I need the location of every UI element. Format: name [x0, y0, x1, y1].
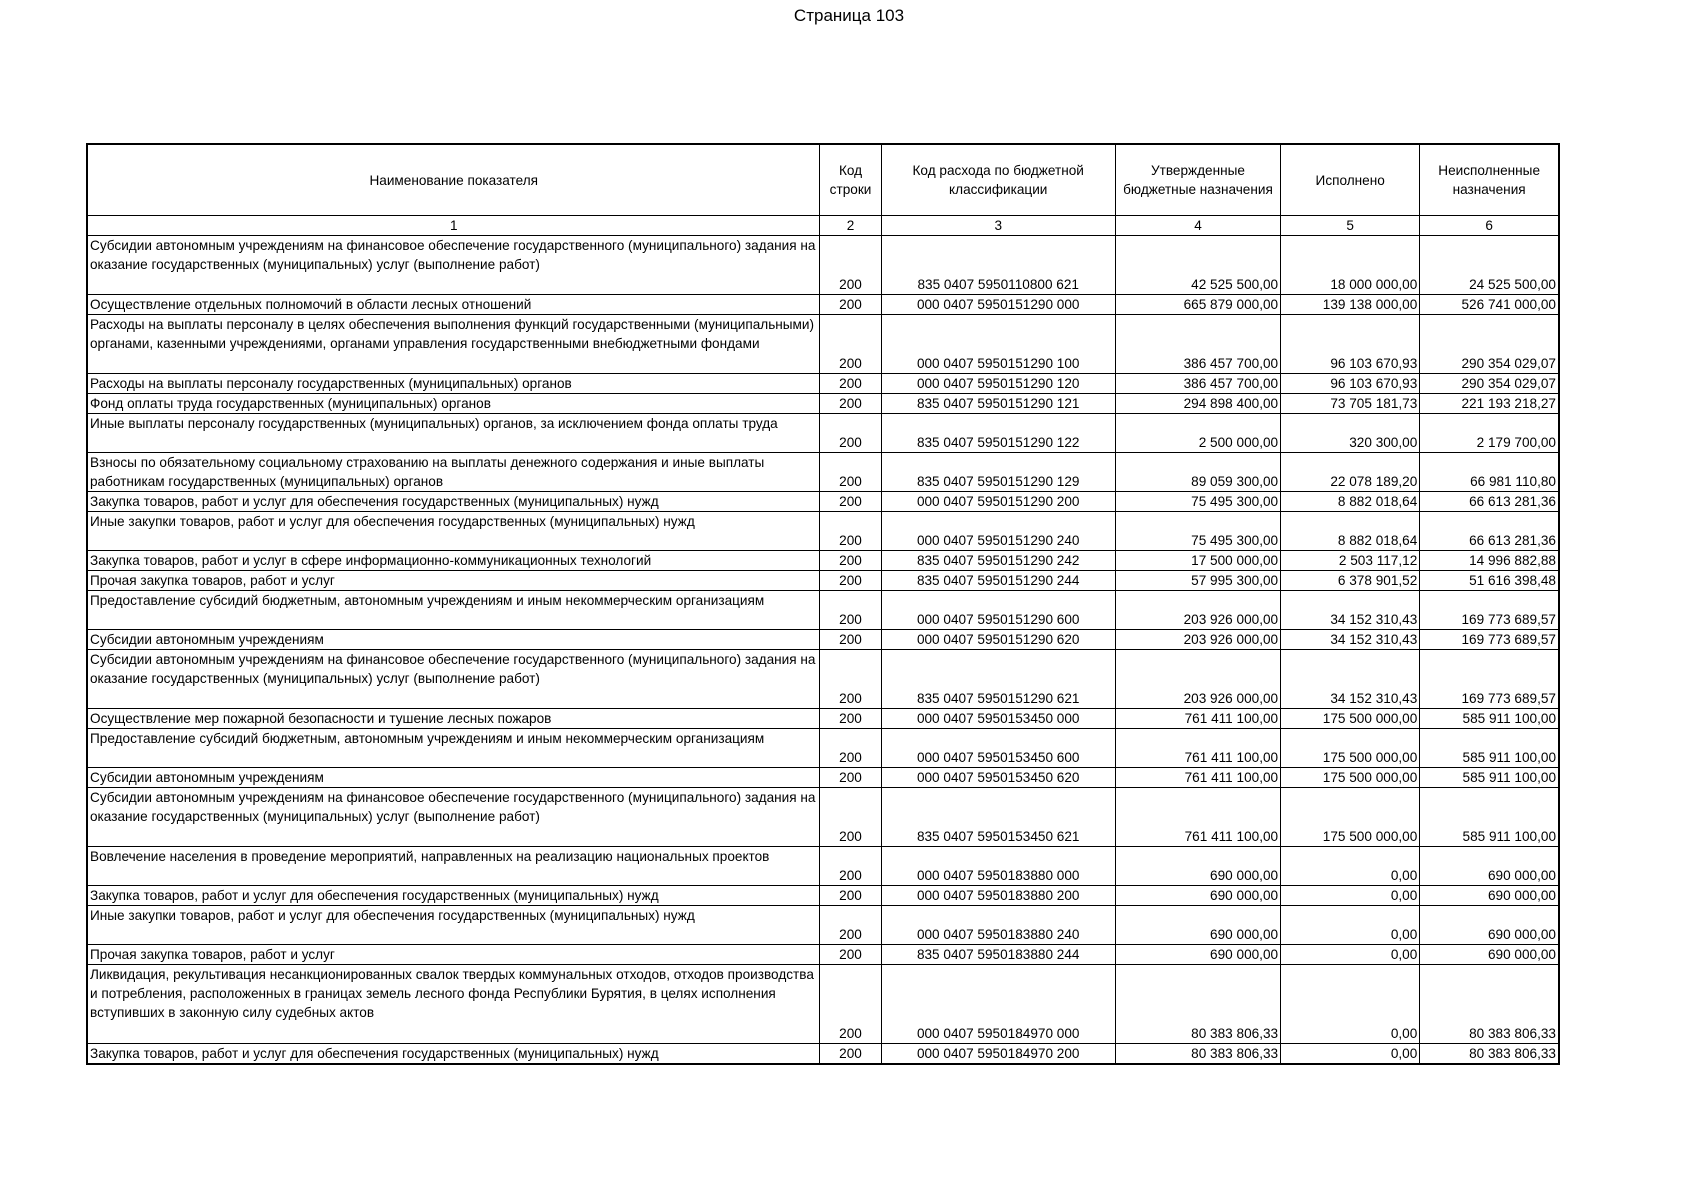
table-row — [87, 788, 1559, 847]
row-classification-cell: 835 0407 5950183880 244 — [881, 945, 1115, 965]
column-number-row — [87, 216, 1559, 236]
row-code-cell: 200 — [820, 571, 881, 591]
row-name-cell: Вовлечение населения в проведение мероприятий, направленных на реализацию национальных проектов — [87, 847, 820, 886]
row-executed-cell: 34 152 310,43 — [1281, 650, 1420, 709]
row-code-cell: 200 — [820, 551, 881, 571]
table-row — [87, 591, 1559, 630]
row-approved-cell: 690 000,00 — [1115, 906, 1280, 945]
row-name-cell: Прочая закупка товаров, работ и услуг — [87, 571, 820, 591]
row-approved-cell: 57 995 300,00 — [1115, 571, 1280, 591]
header-approved: Утвержденные бюджетные назначения — [1115, 144, 1280, 216]
row-classification-cell: 000 0407 5950153450 620 — [881, 768, 1115, 788]
row-classification-cell: 835 0407 5950151290 242 — [881, 551, 1115, 571]
row-executed-cell: 8 882 018,64 — [1281, 512, 1420, 551]
row-approved-cell: 690 000,00 — [1115, 886, 1280, 906]
row-code-cell: 200 — [820, 414, 881, 453]
row-code-cell: 200 — [820, 1044, 881, 1065]
row-name-cell: Предоставление субсидий бюджетным, автономным учреждениям и иным некоммерческим организациям — [87, 591, 820, 630]
row-executed-cell: 8 882 018,64 — [1281, 492, 1420, 512]
table-row — [87, 1044, 1559, 1065]
row-name-cell: Предоставление субсидий бюджетным, автономным учреждениям и иным некоммерческим организациям — [87, 729, 820, 768]
row-unexecuted-cell: 66 613 281,36 — [1420, 492, 1559, 512]
column-number: 2 — [820, 216, 881, 236]
row-unexecuted-cell: 80 383 806,33 — [1420, 965, 1559, 1044]
table-row — [87, 729, 1559, 768]
row-executed-cell: 175 500 000,00 — [1281, 709, 1420, 729]
row-code-cell: 200 — [820, 374, 881, 394]
row-approved-cell: 17 500 000,00 — [1115, 551, 1280, 571]
row-classification-cell: 835 0407 5950151290 121 — [881, 394, 1115, 414]
row-name-cell: Закупка товаров, работ и услуг для обеспечения государственных (муниципальных) нужд — [87, 886, 820, 906]
row-classification-cell: 835 0407 5950151290 621 — [881, 650, 1115, 709]
row-name-cell: Субсидии автономным учреждениям на финансовое обеспечение государственного (муниципального) задания на оказание государственных (муниципальных) услуг (выполнение работ) — [87, 236, 820, 295]
table-row — [87, 709, 1559, 729]
row-executed-cell: 18 000 000,00 — [1281, 236, 1420, 295]
row-name-cell: Взносы по обязательному социальному страхованию на выплаты денежного содержания и иные выплаты работникам государственных (муниципальных) органов — [87, 453, 820, 492]
row-unexecuted-cell: 585 911 100,00 — [1420, 768, 1559, 788]
row-unexecuted-cell: 221 193 218,27 — [1420, 394, 1559, 414]
row-unexecuted-cell: 290 354 029,07 — [1420, 315, 1559, 374]
header-classification: Код расхода по бюджетной классификации — [881, 144, 1115, 216]
row-name-cell: Прочая закупка товаров, работ и услуг — [87, 945, 820, 965]
row-unexecuted-cell: 585 911 100,00 — [1420, 729, 1559, 768]
row-executed-cell: 0,00 — [1281, 847, 1420, 886]
table-row — [87, 965, 1559, 1044]
row-name-cell: Расходы на выплаты персоналу в целях обеспечения выполнения функций государственными (муниципальными) органами, казенными учреждениями, органами управления государственными внебюджетными фондами — [87, 315, 820, 374]
row-code-cell: 200 — [820, 768, 881, 788]
row-executed-cell: 175 500 000,00 — [1281, 788, 1420, 847]
row-executed-cell: 0,00 — [1281, 906, 1420, 945]
row-executed-cell: 139 138 000,00 — [1281, 295, 1420, 315]
row-executed-cell: 175 500 000,00 — [1281, 729, 1420, 768]
row-executed-cell: 0,00 — [1281, 1044, 1420, 1065]
column-number: 3 — [881, 216, 1115, 236]
row-name-cell: Иные закупки товаров, работ и услуг для обеспечения государственных (муниципальных) нужд — [87, 906, 820, 945]
row-unexecuted-cell: 24 525 500,00 — [1420, 236, 1559, 295]
row-unexecuted-cell: 169 773 689,57 — [1420, 591, 1559, 630]
row-unexecuted-cell: 14 996 882,88 — [1420, 551, 1559, 571]
row-approved-cell: 386 457 700,00 — [1115, 374, 1280, 394]
row-unexecuted-cell: 80 383 806,33 — [1420, 1044, 1559, 1065]
table-header-row — [87, 144, 1559, 216]
row-name-cell: Осуществление отдельных полномочий в области лесных отношений — [87, 295, 820, 315]
table-row — [87, 315, 1559, 374]
row-unexecuted-cell: 66 613 281,36 — [1420, 512, 1559, 551]
row-approved-cell: 761 411 100,00 — [1115, 788, 1280, 847]
row-classification-cell: 835 0407 5950110800 621 — [881, 236, 1115, 295]
row-code-cell: 200 — [820, 492, 881, 512]
row-executed-cell: 2 503 117,12 — [1281, 551, 1420, 571]
row-classification-cell: 000 0407 5950151290 120 — [881, 374, 1115, 394]
row-classification-cell: 000 0407 5950153450 000 — [881, 709, 1115, 729]
table-row — [87, 492, 1559, 512]
row-executed-cell: 22 078 189,20 — [1281, 453, 1420, 492]
row-name-cell: Ликвидация, рекультивация несанкционированных свалок твердых коммунальных отходов, отходов производства и потребления, расположенных в границах земель лесного фонда Республики Бурятия, в целях исполнения вступивших в законную силу судебных актов — [87, 965, 820, 1044]
table-row — [87, 394, 1559, 414]
row-executed-cell: 0,00 — [1281, 945, 1420, 965]
table-row — [87, 650, 1559, 709]
row-executed-cell: 6 378 901,52 — [1281, 571, 1420, 591]
row-approved-cell: 42 525 500,00 — [1115, 236, 1280, 295]
row-approved-cell: 75 495 300,00 — [1115, 492, 1280, 512]
row-classification-cell: 835 0407 5950151290 122 — [881, 414, 1115, 453]
row-code-cell: 200 — [820, 650, 881, 709]
table-row — [87, 945, 1559, 965]
row-approved-cell: 665 879 000,00 — [1115, 295, 1280, 315]
row-classification-cell: 000 0407 5950151290 600 — [881, 591, 1115, 630]
row-approved-cell: 80 383 806,33 — [1115, 1044, 1280, 1065]
row-code-cell: 200 — [820, 945, 881, 965]
row-approved-cell: 386 457 700,00 — [1115, 315, 1280, 374]
row-code-cell: 200 — [820, 847, 881, 886]
row-code-cell: 200 — [820, 886, 881, 906]
row-classification-cell: 000 0407 5950184970 200 — [881, 1044, 1115, 1065]
row-code-cell: 200 — [820, 709, 881, 729]
row-approved-cell: 294 898 400,00 — [1115, 394, 1280, 414]
table-row — [87, 847, 1559, 886]
row-approved-cell: 761 411 100,00 — [1115, 729, 1280, 768]
row-unexecuted-cell: 169 773 689,57 — [1420, 650, 1559, 709]
row-code-cell: 200 — [820, 394, 881, 414]
row-classification-cell: 835 0407 5950153450 621 — [881, 788, 1115, 847]
row-approved-cell: 2 500 000,00 — [1115, 414, 1280, 453]
table-row — [87, 512, 1559, 551]
row-executed-cell: 175 500 000,00 — [1281, 768, 1420, 788]
row-classification-cell: 000 0407 5950183880 240 — [881, 906, 1115, 945]
row-executed-cell: 96 103 670,93 — [1281, 315, 1420, 374]
row-code-cell: 200 — [820, 906, 881, 945]
table-body — [87, 236, 1559, 1065]
row-code-cell: 200 — [820, 236, 881, 295]
row-classification-cell: 000 0407 5950183880 000 — [881, 847, 1115, 886]
row-approved-cell: 690 000,00 — [1115, 945, 1280, 965]
column-number: 4 — [1115, 216, 1280, 236]
row-executed-cell: 0,00 — [1281, 886, 1420, 906]
row-unexecuted-cell: 690 000,00 — [1420, 945, 1559, 965]
row-classification-cell: 000 0407 5950153450 600 — [881, 729, 1115, 768]
row-executed-cell: 34 152 310,43 — [1281, 591, 1420, 630]
row-name-cell: Субсидии автономным учреждениям на финансовое обеспечение государственного (муниципального) задания на оказание государственных (муниципальных) услуг (выполнение работ) — [87, 788, 820, 847]
row-code-cell: 200 — [820, 512, 881, 551]
row-code-cell: 200 — [820, 295, 881, 315]
row-name-cell: Закупка товаров, работ и услуг для обеспечения государственных (муниципальных) нужд — [87, 492, 820, 512]
table-row — [87, 571, 1559, 591]
row-classification-cell: 000 0407 5950151290 620 — [881, 630, 1115, 650]
table-row — [87, 295, 1559, 315]
table-row — [87, 630, 1559, 650]
row-approved-cell: 761 411 100,00 — [1115, 768, 1280, 788]
page-title: Страница 103 — [793, 6, 905, 25]
row-classification-cell: 835 0407 5950151290 129 — [881, 453, 1115, 492]
table-row — [87, 236, 1559, 295]
row-name-cell: Субсидии автономным учреждениям — [87, 630, 820, 650]
row-classification-cell: 000 0407 5950151290 200 — [881, 492, 1115, 512]
row-classification-cell: 835 0407 5950151290 244 — [881, 571, 1115, 591]
row-name-cell: Закупка товаров, работ и услуг для обеспечения государственных (муниципальных) нужд — [87, 1044, 820, 1065]
row-executed-cell: 34 152 310,43 — [1281, 630, 1420, 650]
row-name-cell: Осуществление мер пожарной безопасности и тушение лесных пожаров — [87, 709, 820, 729]
row-executed-cell: 0,00 — [1281, 965, 1420, 1044]
row-unexecuted-cell: 690 000,00 — [1420, 906, 1559, 945]
table-row — [87, 551, 1559, 571]
row-unexecuted-cell: 290 354 029,07 — [1420, 374, 1559, 394]
row-code-cell: 200 — [820, 591, 881, 630]
row-code-cell: 200 — [820, 630, 881, 650]
row-name-cell: Фонд оплаты труда государственных (муниципальных) органов — [87, 394, 820, 414]
row-unexecuted-cell: 585 911 100,00 — [1420, 788, 1559, 847]
row-approved-cell: 690 000,00 — [1115, 847, 1280, 886]
row-executed-cell: 73 705 181,73 — [1281, 394, 1420, 414]
column-number: 6 — [1420, 216, 1559, 236]
table-row — [87, 768, 1559, 788]
row-approved-cell: 203 926 000,00 — [1115, 630, 1280, 650]
row-name-cell: Расходы на выплаты персоналу государственных (муниципальных) органов — [87, 374, 820, 394]
row-classification-cell: 000 0407 5950183880 200 — [881, 886, 1115, 906]
table-row — [87, 453, 1559, 492]
row-executed-cell: 320 300,00 — [1281, 414, 1420, 453]
table-row — [87, 374, 1559, 394]
row-classification-cell: 000 0407 5950151290 000 — [881, 295, 1115, 315]
row-approved-cell: 75 495 300,00 — [1115, 512, 1280, 551]
row-code-cell: 200 — [820, 965, 881, 1044]
row-code-cell: 200 — [820, 788, 881, 847]
row-approved-cell: 80 383 806,33 — [1115, 965, 1280, 1044]
table-row — [87, 414, 1559, 453]
column-number: 5 — [1281, 216, 1420, 236]
row-name-cell: Иные выплаты персоналу государственных (муниципальных) органов, за исключением фонда оплаты труда — [87, 414, 820, 453]
row-unexecuted-cell: 169 773 689,57 — [1420, 630, 1559, 650]
table-row — [87, 886, 1559, 906]
row-unexecuted-cell: 690 000,00 — [1420, 847, 1559, 886]
row-code-cell: 200 — [820, 453, 881, 492]
row-unexecuted-cell: 690 000,00 — [1420, 886, 1559, 906]
row-approved-cell: 89 059 300,00 — [1115, 453, 1280, 492]
row-approved-cell: 203 926 000,00 — [1115, 591, 1280, 630]
table-row — [87, 906, 1559, 945]
row-executed-cell: 96 103 670,93 — [1281, 374, 1420, 394]
row-name-cell: Иные закупки товаров, работ и услуг для обеспечения государственных (муниципальных) нужд — [87, 512, 820, 551]
header-executed: Исполнено — [1281, 144, 1420, 216]
row-unexecuted-cell: 2 179 700,00 — [1420, 414, 1559, 453]
column-number: 1 — [87, 216, 820, 236]
row-unexecuted-cell: 585 911 100,00 — [1420, 709, 1559, 729]
row-classification-cell: 000 0407 5950151290 100 — [881, 315, 1115, 374]
row-name-cell: Закупка товаров, работ и услуг в сфере информационно-коммуникационных технологий — [87, 551, 820, 571]
row-name-cell: Субсидии автономным учреждениям на финансовое обеспечение государственного (муниципального) задания на оказание государственных (муниципальных) услуг (выполнение работ) — [87, 650, 820, 709]
row-approved-cell: 203 926 000,00 — [1115, 650, 1280, 709]
row-approved-cell: 761 411 100,00 — [1115, 709, 1280, 729]
budget-report-table — [86, 143, 1560, 1065]
header-unexecuted: Неисполненные назначения — [1420, 144, 1559, 216]
row-unexecuted-cell: 51 616 398,48 — [1420, 571, 1559, 591]
row-code-cell: 200 — [820, 729, 881, 768]
header-code: Код строки — [820, 144, 881, 216]
row-classification-cell: 000 0407 5950184970 000 — [881, 965, 1115, 1044]
header-name: Наименование показателя — [87, 144, 820, 216]
row-unexecuted-cell: 66 981 110,80 — [1420, 453, 1559, 492]
row-name-cell: Субсидии автономным учреждениям — [87, 768, 820, 788]
row-unexecuted-cell: 526 741 000,00 — [1420, 295, 1559, 315]
row-code-cell: 200 — [820, 315, 881, 374]
row-classification-cell: 000 0407 5950151290 240 — [881, 512, 1115, 551]
